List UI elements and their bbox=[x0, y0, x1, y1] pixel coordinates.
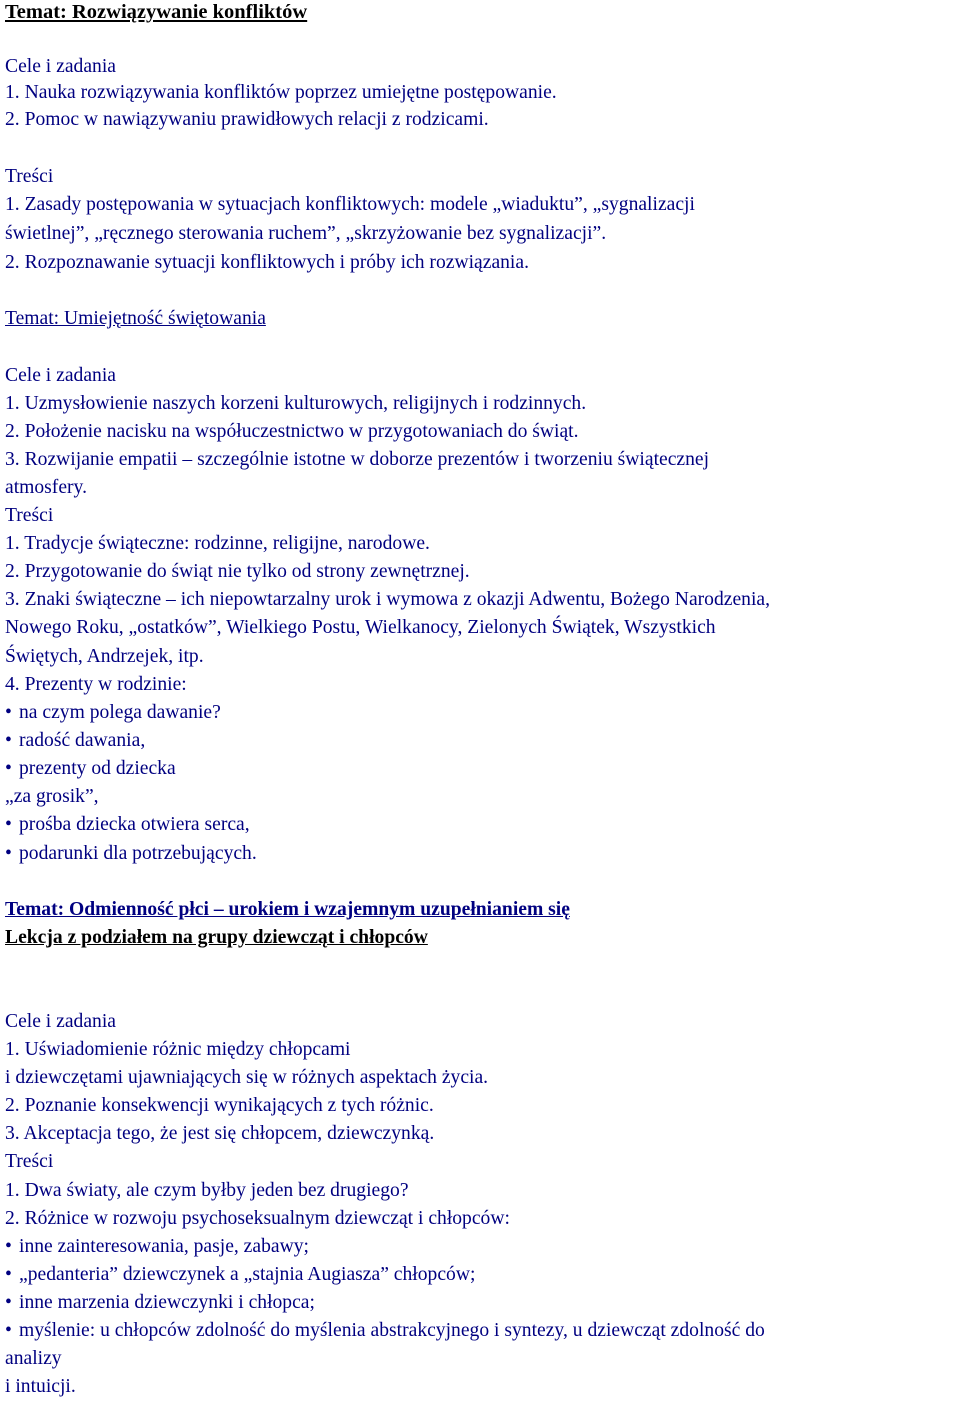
section3-title: Temat: Odmienność płci – urokiem i wzajemnym uzupełnianiem się bbox=[5, 899, 570, 920]
section2-content-5: Świętych, Andrzejek, itp. bbox=[5, 646, 204, 667]
section3-tail-2: i intuicji. bbox=[5, 1376, 76, 1397]
section3-content-2: 2. Różnice w rozwoju psychoseksualnym dziewcząt i chłopców: bbox=[5, 1208, 510, 1229]
section2-content-3: 3. Znaki świąteczne – ich niepowtarzalny urok i wymowa z okazji Adwentu, Bożego Narodzenia, bbox=[5, 589, 770, 610]
section1-goals-heading: Cele i zadania bbox=[5, 56, 116, 77]
section1-goal-2: 2. Pomoc w nawiązywaniu prawidłowych relacji z rodzicami. bbox=[5, 109, 489, 130]
section2-content-4: Nowego Roku, „ostatków”, Wielkiego Postu, Wielkanocy, Zielonych Świątek, Wszystkich bbox=[5, 617, 716, 638]
section3-bullet-2: • „pedanteria” dziewczynek a „stajnia Augiasza” chłopców; bbox=[5, 1263, 475, 1287]
section2-bullet-2: • radość dawania, bbox=[5, 729, 145, 753]
section2-goal-1: 1. Uzmysłowienie naszych korzeni kulturowych, religijnych i rodzinnych. bbox=[5, 393, 587, 414]
section3-content-heading: Treści bbox=[5, 1151, 54, 1172]
section1-content-2: świetlnej”, „ręcznego sterowania ruchem”, „skrzyżowanie bez sygnalizacji”. bbox=[5, 223, 607, 244]
section2-content-2: 2. Przygotowanie do świąt nie tylko od strony zewnętrznej. bbox=[5, 561, 470, 582]
section3-bullet-3: • inne marzenia dziewczynki i chłopca; bbox=[5, 1291, 315, 1315]
section1-content-3: 2. Rozpoznawanie sytuacji konfliktowych i próby ich rozwiązania. bbox=[5, 252, 529, 273]
section2-goal-3-cont: atmosfery. bbox=[5, 477, 87, 498]
section3-bullet-1: • inne zainteresowania, pasje, zabawy; bbox=[5, 1235, 309, 1259]
section3-bullet-4: • myślenie: u chłopców zdolność do myślenia abstrakcyjnego i syntezy, u dziewcząt zdolność do bbox=[5, 1319, 765, 1343]
section2-content-heading: Treści bbox=[5, 505, 54, 526]
section2-bullet-1: • na czym polega dawanie? bbox=[5, 701, 221, 725]
section1-goal-1: 1. Nauka rozwiązywania konfliktów poprzez umiejętne postępowanie. bbox=[5, 82, 557, 103]
section2-goal-2: 2. Położenie nacisku na współuczestnictwo w przygotowaniach do świąt. bbox=[5, 421, 579, 442]
section2-bullet-3: • prezenty od dziecka bbox=[5, 757, 176, 781]
section3-content-1: 1. Dwa światy, ale czym byłby jeden bez drugiego? bbox=[5, 1180, 409, 1201]
section2-goal-3: 3. Rozwijanie empatii – szczególnie istotne w doborze prezentów i tworzeniu świątecznej bbox=[5, 449, 710, 470]
section3-goal-3: 3. Akceptacja tego, że jest się chłopcem, dziewczynką. bbox=[5, 1123, 435, 1144]
section1-title: Temat: Rozwiązywanie konfliktów bbox=[5, 1, 308, 23]
section3-tail-1: analizy bbox=[5, 1348, 62, 1369]
section3-goals-heading: Cele i zadania bbox=[5, 1011, 116, 1032]
section2-bullet-5: • podarunki dla potrzebujących. bbox=[5, 842, 257, 866]
section2-goals-heading: Cele i zadania bbox=[5, 365, 116, 386]
section2-content-6: 4. Prezenty w rodzinie: bbox=[5, 674, 187, 695]
section1-content-heading: Treści bbox=[5, 166, 54, 187]
section2-content-1: 1. Tradycje świąteczne: rodzinne, religijne, narodowe. bbox=[5, 533, 430, 554]
section3-subtitle: Lekcja z podziałem na grupy dziewcząt i chłopców bbox=[5, 927, 428, 948]
section1-content-1: 1. Zasady postępowania w sytuacjach konfliktowych: modele „wiaduktu”, „sygnalizacji bbox=[5, 194, 695, 215]
section2-bullet-continuation: „za grosik”, bbox=[5, 786, 99, 807]
section3-goal-2: 2. Poznanie konsekwencji wynikających z tych różnic. bbox=[5, 1095, 434, 1116]
section2-title: Temat: Umiejętność świętowania bbox=[5, 308, 266, 329]
section3-goal-1-cont: i dziewczętami ujawniających się w różnych aspektach życia. bbox=[5, 1067, 489, 1088]
section2-bullet-4: • prośba dziecka otwiera serca, bbox=[5, 813, 250, 837]
section3-goal-1: 1. Uświadomienie różnic między chłopcami bbox=[5, 1039, 351, 1060]
